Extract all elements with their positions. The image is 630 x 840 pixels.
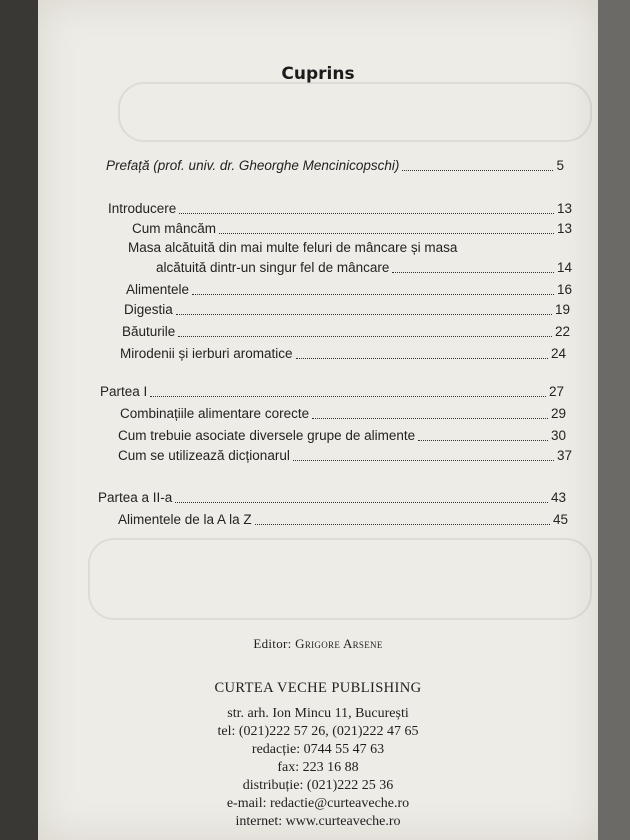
page-number: 19: [554, 302, 570, 317]
preface-label: Prefață: [106, 158, 150, 173]
toc-entry: Cum se utilizează dicționarul 37: [118, 448, 572, 463]
dot-leader: [178, 335, 552, 337]
dot-leader: [175, 501, 548, 503]
toc-entry: Combinațiile alimentare corecte 29: [120, 406, 566, 421]
page-number: 13: [556, 201, 572, 216]
toc-entry: Cum trebuie asociate diversele grupe de alimente 30: [118, 428, 566, 443]
page-number: 45: [552, 512, 568, 527]
publisher-website: internet: www.curteaveche.ro: [235, 814, 401, 829]
toc-entry: Mirodenii și ierburi aromatice 24: [120, 346, 566, 361]
page-number: 43: [550, 490, 566, 505]
page-number: 14: [556, 260, 572, 275]
dot-leader: [296, 357, 548, 359]
page-number: 16: [556, 282, 572, 297]
preface-author: (prof. univ. dr. Gheorghe Mencinicopschi): [153, 158, 400, 173]
publisher-name: CURTEA VECHE PUBLISHING: [214, 680, 422, 696]
publisher-email: e-mail: redactie@curteaveche.ro: [226, 796, 410, 811]
page-number: 30: [550, 428, 566, 443]
editor-prefix: Editor:: [253, 636, 292, 651]
dot-leader: [392, 271, 554, 273]
editor-credit: [38, 636, 598, 652]
toc-entry: Introducere 13: [108, 201, 572, 216]
dot-leader: [179, 212, 554, 214]
toc-entry: Alimentele de la A la Z 45: [118, 512, 568, 527]
editor-name: Grigore Arsene: [295, 636, 383, 651]
bleed-through-box-bottom: [88, 538, 592, 620]
toc-entry-preface: [106, 158, 564, 174]
toc-entry: Băuturile 22: [122, 324, 570, 339]
publisher-distributie: distribuție: (021)222 25 36: [242, 778, 394, 793]
dot-leader: [176, 313, 552, 315]
background-right: [598, 0, 630, 840]
publisher-fax: fax: 223 16 88: [277, 760, 359, 775]
page-title: Cuprins: [281, 64, 355, 84]
dot-leader: [293, 459, 554, 461]
page-number: 5: [556, 158, 564, 173]
dot-leader: [192, 293, 554, 295]
page-number: 24: [550, 346, 566, 361]
book-spine-shadow: [0, 0, 38, 840]
bleed-through-box-top: [118, 82, 592, 142]
dot-leader: [418, 439, 548, 441]
toc-entry-line1: Masa alcătuită din mai multe feluri de mâncare și masa: [128, 240, 458, 255]
page-number: 27: [548, 384, 564, 399]
toc-entry: Digestia 19: [124, 302, 570, 317]
dot-leader: [402, 169, 553, 171]
toc-entry: alcătuită dintr-un singur fel de mâncare 14: [156, 260, 572, 275]
dot-leader: [312, 417, 548, 419]
page-number: 22: [554, 324, 570, 339]
page-number: 13: [556, 221, 572, 236]
dot-leader: [219, 232, 554, 234]
page-number: 37: [556, 448, 572, 463]
page-number: 29: [550, 406, 566, 421]
publisher-redactie: redacție: 0744 55 47 63: [251, 742, 385, 757]
toc-entry: Alimentele 16: [126, 282, 572, 297]
publisher-address: str. arh. Ion Mincu 11, București: [227, 706, 409, 721]
dot-leader: [150, 395, 546, 397]
book-page: [38, 0, 598, 840]
publisher-tel: tel: (021)222 57 26, (021)222 47 65: [217, 724, 419, 739]
dot-leader: [255, 523, 550, 525]
toc-entry: Cum mâncăm 13: [132, 221, 572, 236]
toc-entry: Partea I 27: [100, 384, 564, 399]
toc-entry: Partea a II-a 43: [98, 490, 566, 505]
